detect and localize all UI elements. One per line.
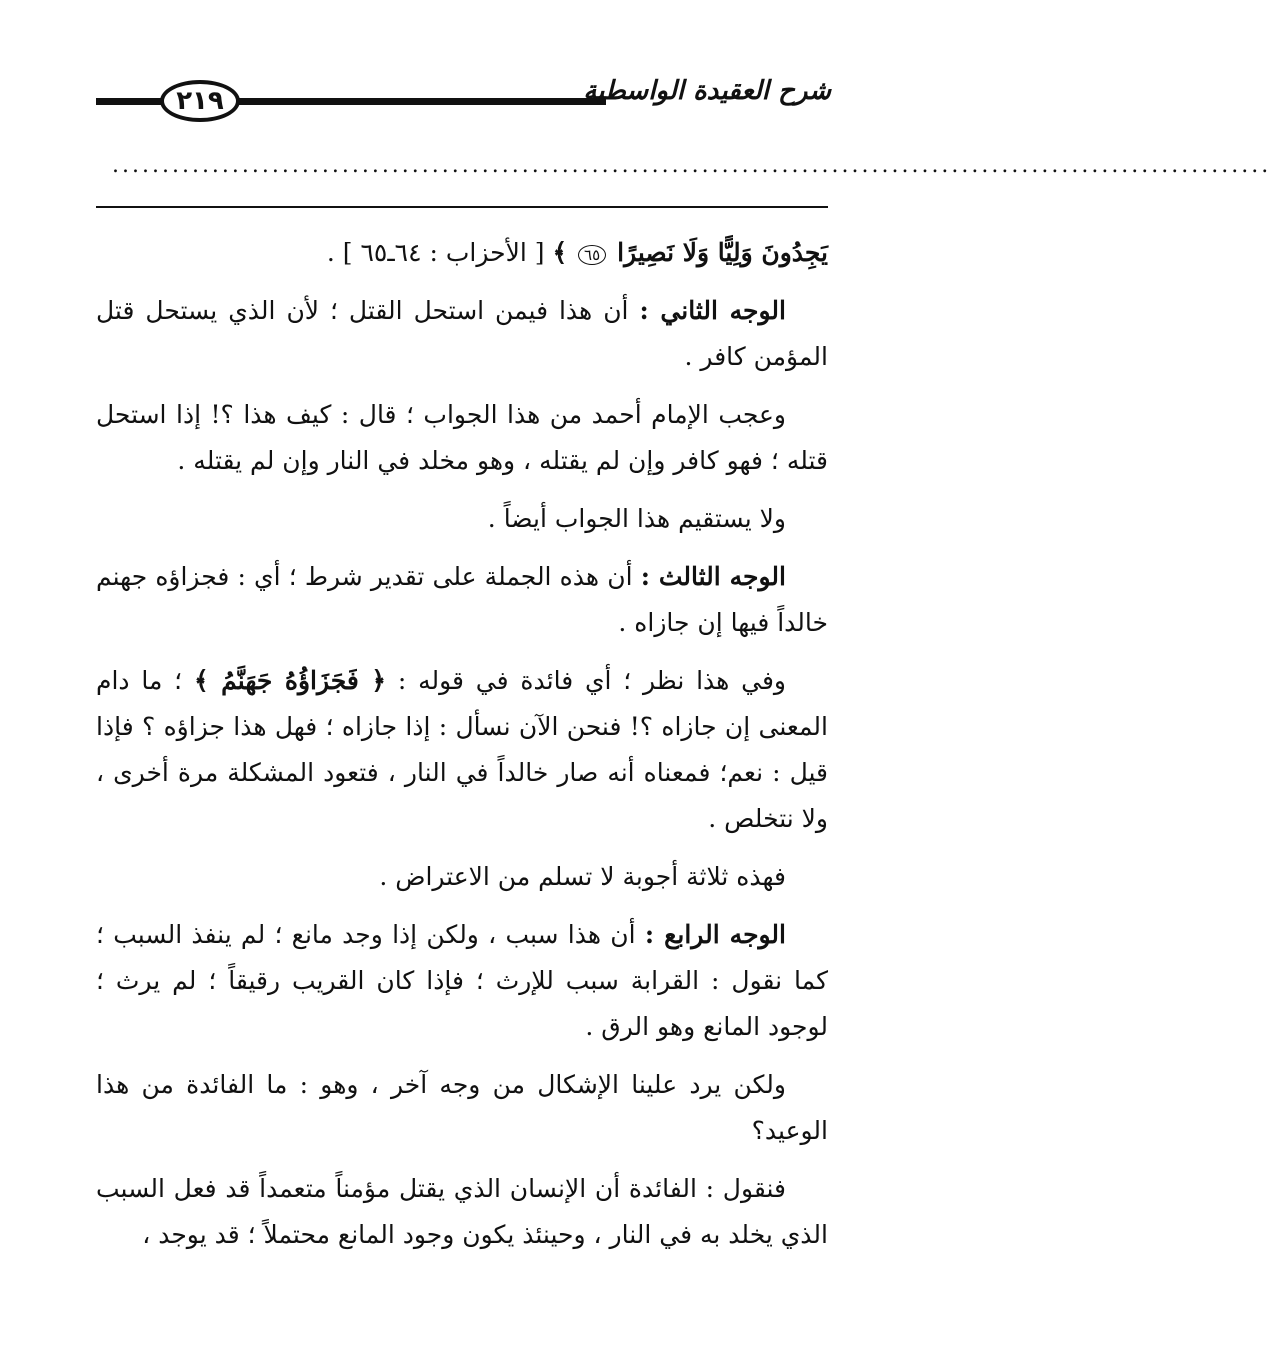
- quran-quote: ﴿ فَجَزَاؤُهُ جَهَنَّمُ ﴾: [193, 666, 387, 695]
- paragraph-objection: [96, 658, 828, 842]
- lead-third-aspect: الوجه الثالث :: [640, 562, 786, 591]
- paragraph-question: [96, 1062, 828, 1154]
- dotted-separator: ....................................................................................................................: [112, 153, 1271, 178]
- paragraph-text: فهذه ثلاثة أجوبة لا تسلم من الاعتراض .: [379, 862, 786, 891]
- paragraph-text: وفي هذا نظر ؛ أي فائدة في قوله :: [397, 666, 786, 695]
- running-header: [96, 72, 831, 132]
- paragraph-text: أن هذه الجملة على تقدير شرط ؛ أي : فجزاؤه جهنم خالداً فيها إن جازاه .: [96, 562, 828, 637]
- header-rule-left: [96, 98, 162, 105]
- lead-fourth-aspect: الوجه الرابع :: [644, 920, 786, 949]
- book-title: شرح العقيدة الواسطية: [583, 76, 831, 106]
- paragraph-not-valid: [96, 496, 828, 542]
- paragraph-text: ولكن يرد علينا الإشكال من وجه آخر ، وهو : ما الفائدة من هذا الوعيد؟: [96, 1070, 828, 1145]
- paragraph-second-aspect: [96, 288, 828, 380]
- paragraph-text: ؛ ما دام المعنى إن جازاه ؟! فنحن الآن نسأل : إذا جازاه ؛ فهل هذا جزاؤه ؟ فإذا قيل : نعم؛ فمعناه أنه صار خالداً في النار ، فتعود المشكلة مرة أخرى ، ولا نتخلص .: [96, 666, 828, 833]
- paragraph-fourth-aspect: [96, 912, 828, 1050]
- paragraph-text: أن هذا فيمن استحل القتل ؛ لأن الذي يستحل قتل المؤمن كافر .: [96, 296, 828, 371]
- paragraph-three-answers: [96, 854, 828, 900]
- separator-rule: [96, 206, 828, 208]
- paragraph-text: وعجب الإمام أحمد من هذا الجواب ؛ قال : كيف هذا ؟! إذا استحل قتله ؛ فهو كافر وإن لم يقتله ، وهو مخلد في النار وإن لم يقتله .: [96, 400, 828, 475]
- main-text: [96, 230, 828, 1270]
- paragraph-text: ولا يستقيم هذا الجواب أيضاً .: [487, 504, 786, 533]
- paragraph-answer: [96, 1166, 828, 1258]
- verse-number: ٦٥: [578, 245, 606, 265]
- header-rule-right: [238, 98, 606, 105]
- verse-reference: [ الأحزاب : ٦٤ـ٦٥ ] .: [326, 238, 545, 267]
- paragraph-imam-ahmad: [96, 392, 828, 484]
- paragraph-text: أن هذا سبب ، ولكن إذا وجد مانع ؛ لم ينفذ السبب ؛ كما نقول : القرابة سبب للإرث ؛ فإذا كان القريب رقيقاً ؛ لم يرث ؛ لوجود المانع وهو الرق .: [96, 920, 828, 1041]
- page-number: ٢١٩: [160, 80, 240, 122]
- quran-close-bracket: ﴾: [552, 238, 568, 267]
- paragraph-text: فنقول : الفائدة أن الإنسان الذي يقتل مؤمناً متعمداً قد فعل السبب الذي يخلد به في النار ، وحينئذ يكون وجود المانع محتملاً ؛ قد يوجد ،: [96, 1174, 828, 1249]
- quran-verse: يَجِدُونَ وَلِيًّا وَلَا نَصِيرًا: [617, 238, 828, 267]
- paragraph-verse-continuation: [96, 230, 828, 276]
- lead-second-aspect: الوجه الثاني :: [639, 296, 786, 325]
- paragraph-third-aspect: [96, 554, 828, 646]
